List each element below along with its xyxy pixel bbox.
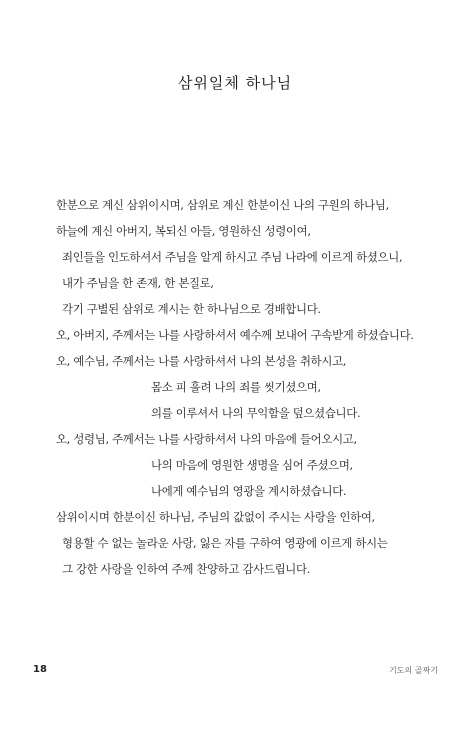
page-number: 18 <box>33 664 47 675</box>
prayer-line: 오, 성령님, 주께서는 나를 사랑하셔서 나의 마음에 들어오시고, <box>56 432 357 446</box>
prayer-line: 나의 마음에 영원한 생명을 심어 주셨으며, <box>151 458 353 472</box>
prayer-line: 나에게 예수님의 영광을 계시하셨습니다. <box>151 484 347 498</box>
prayer-line: 죄인들을 인도하셔서 주님을 알게 하시고 주님 나라에 이르게 하셨으니, <box>62 250 403 264</box>
page-title: 삼위일체 하나님 <box>177 74 293 92</box>
prayer-line: 한분으로 계신 삼위이시며, 삼위로 계신 한분이신 나의 구원의 하나님, <box>56 198 389 212</box>
prayer-line: 하늘에 계신 아버지, 복되신 아들, 영원하신 성령이여, <box>56 224 311 238</box>
prayer-line: 삼위이시며 한분이신 하나님, 주님의 값없이 주시는 사랑을 인하여, <box>56 510 375 524</box>
running-footer-book-title: 기도의 골짜기 <box>389 666 438 675</box>
prayer-line: 형용할 수 없는 놀라운 사랑, 잃은 자를 구하여 영광에 이르게 하시는 <box>62 536 388 550</box>
prayer-line: 오, 예수님, 주께서는 나를 사랑하셔서 나의 본성을 취하시고, <box>56 354 347 368</box>
prayer-line: 각기 구별된 삼위로 계시는 한 하나님으로 경배합니다. <box>62 302 321 316</box>
prayer-line: 의를 이루셔서 나의 무익함을 덮으셨습니다. <box>151 406 361 420</box>
prayer-line: 몸소 피 흘려 나의 죄를 씻기셨으며, <box>151 380 321 394</box>
prayer-line: 내가 주님을 한 존재, 한 본질로, <box>62 276 214 290</box>
prayer-line: 오, 아버지, 주께서는 나를 사랑하셔서 예수께 보내어 구속받게 하셨습니다. <box>56 328 414 342</box>
prayer-line: 그 강한 사랑을 인하여 주께 찬양하고 감사드립니다. <box>62 562 311 576</box>
